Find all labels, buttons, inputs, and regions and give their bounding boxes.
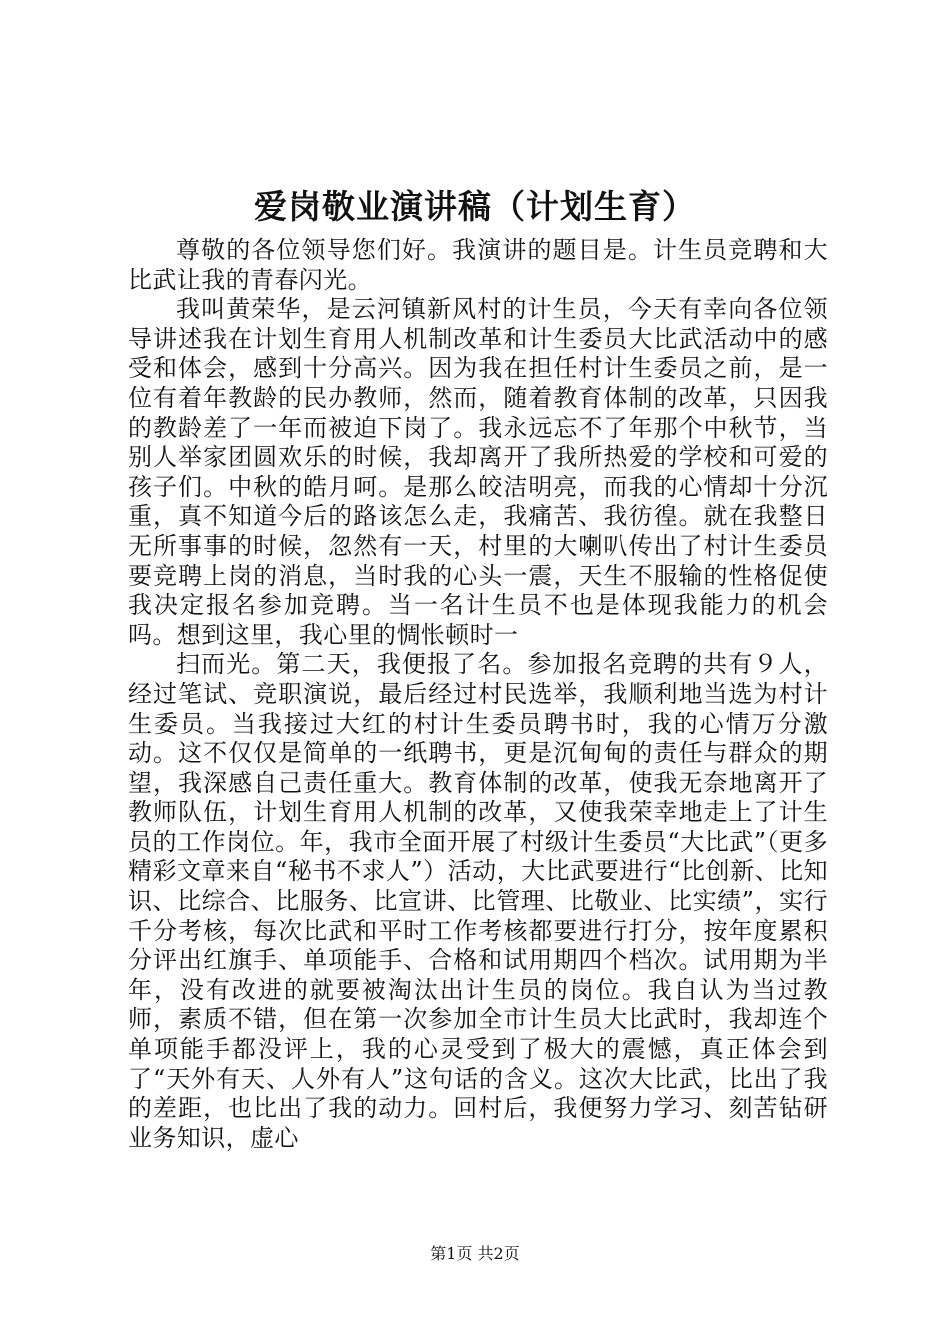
document-title: 爱岗敬业演讲稿（计划生育） — [254, 187, 696, 226]
paragraph-2: 我叫黄荣华，是云河镇新风村的计生员，今天有幸向各位领导讲述我在计划生育用人机制改革和计生委员大比武活动中的感受和体会，感到十分高兴。因为我在担任村计生委员之前，是一位有着年教龄的民办教师，然而，随着教育体制的改革，只因我的教龄差了一年而被迫下岗了。我永远忘不了年那个中秋节，当别人举家团圆欢乐的时候，我却离开了我所热爱的学校和可爱的孩子们。中秋的皓月呵。是那么皎洁明亮，而我的心情却十分沉重，真不知道今后的路该怎么走，我痛苦、我彷徨。就在我整日无所事事的时候，忽然有一天，村里的大喇叭传出了村计生委员要竞聘上岗的消息，当时我的心头一震，天生不服输的性格促使我决定报名参加竞聘。当一名计生员不也是体现我能力的机会吗。想到这里，我心里的惆怅顿时一 — [128, 295, 828, 649]
paragraph-3: 扫而光。第二天，我便报了名。参加报名竞聘的共有９人，经过笔试、竞职演说，最后经过村民选举，我顺利地当选为村计生委员。当我接过大红的村计生委员聘书时，我的心情万分激动。这不仅仅是简单的一纸聘书，更是沉甸甸的责任与群众的期望，我深感自己责任重大。教育体制的改革，使我无奈地离开了教师队伍，计划生育用人机制的改革，又使我荣幸地走上了计生员的工作岗位。年，我市全面开展了村级计生委员“大比武”（更多精彩文章来自“秘书不求人”）活动，大比武要进行“比创新、比知识、比综合、比服务、比宣讲、比管理、比敬业、比实绩”，实行千分考核，每次比武和平时工作考核都要进行打分，按年度累积分评出红旗手、单项能手、合格和试用期四个档次。试用期为半年，没有改进的就要被淘汰出计生员的岗位。我自认为当过教师，素质不错，但在第一次参加全市计生员大比武时，我却连个单项能手都没评上，我的心灵受到了极大的震憾，真正体会到了“天外有天、人外有人”这句话的含义。这次大比武，比出了我的差距，也比出了我的动力。回村后，我便努力学习、刻苦钻研业务知识，虚心 — [128, 650, 828, 1152]
document-body — [128, 236, 828, 1153]
paragraph-1: 尊敬的各位领导您们好。我演讲的题目是。计生员竞聘和大比武让我的青春闪光。 — [128, 236, 828, 294]
page-number-footer: 第1页 共2页 — [430, 1244, 520, 1263]
